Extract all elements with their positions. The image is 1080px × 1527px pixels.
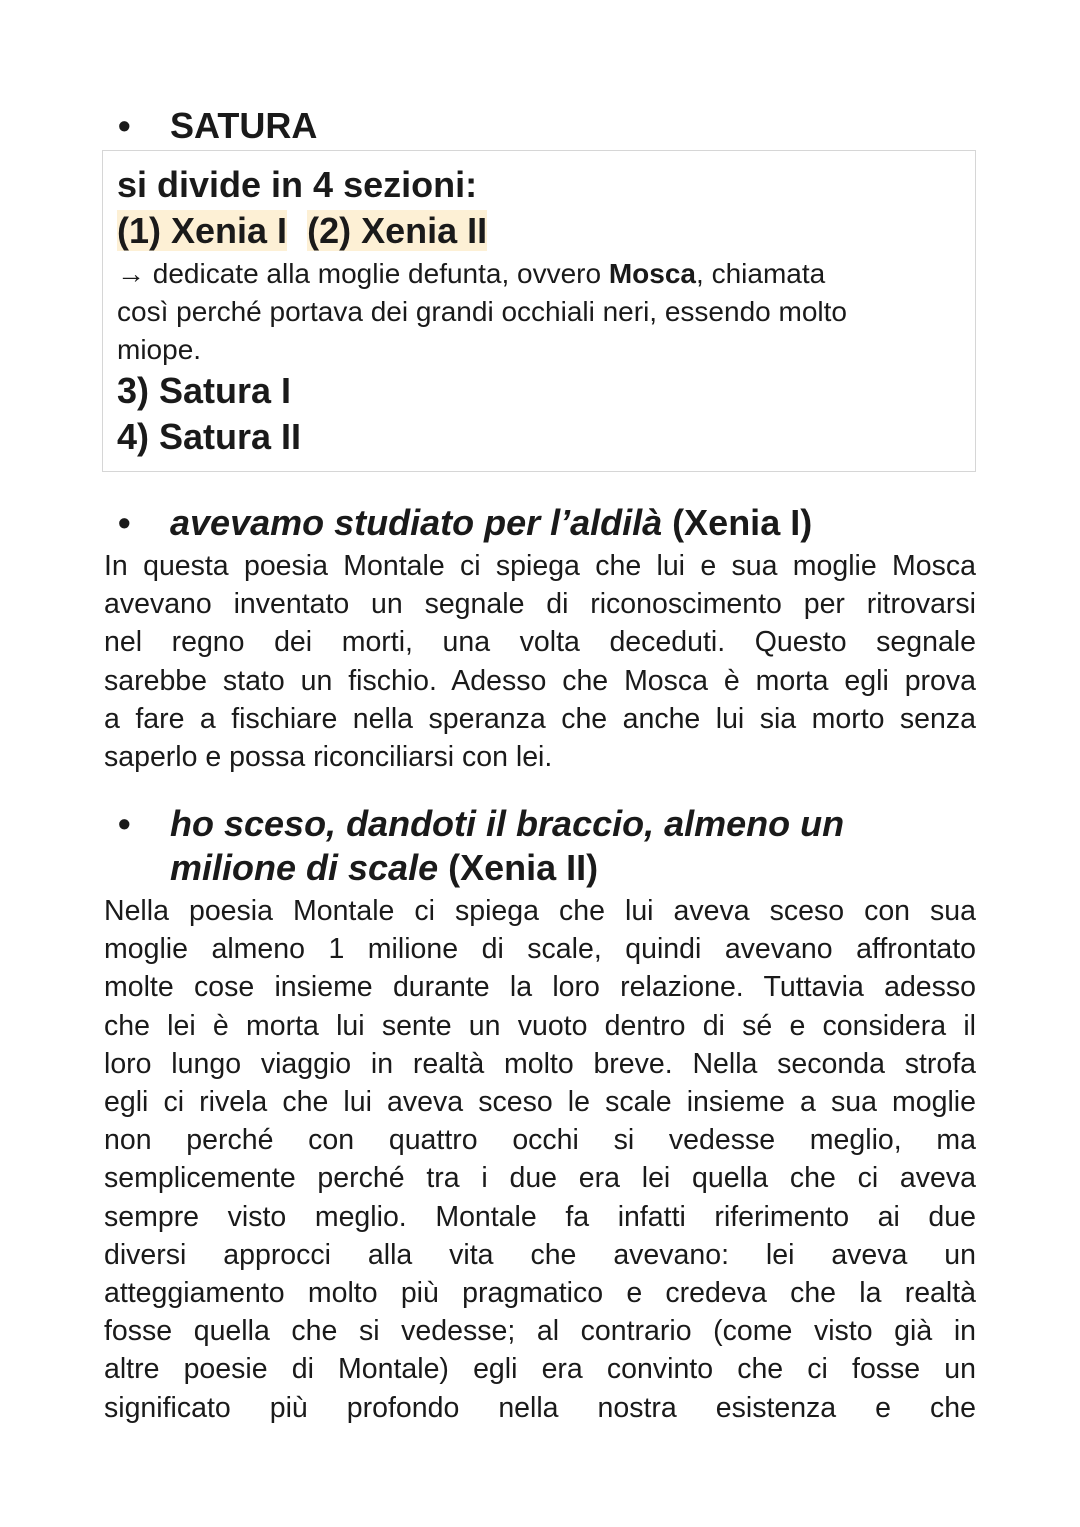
bullet-icon: • (118, 105, 131, 146)
paragraph-line: Nella poesia Montale ci spiega che lui aveva sceso con sua (104, 895, 976, 927)
xenia-2-label: (2) Xenia II (307, 210, 488, 251)
bullet-icon: • (118, 803, 131, 844)
poem-source: (Xenia I) (662, 502, 813, 543)
paragraph-line: a fare a fischiare nella speranza che anche lui sia morto senza (104, 702, 976, 735)
paragraph-aldila (104, 547, 976, 776)
sections-box (102, 150, 976, 472)
bullet-icon: • (118, 502, 131, 543)
poem-source: (Xenia II) (438, 847, 599, 888)
box-desc-line-2: così perché portava dei grandi occhiali neri, essendo molto (117, 296, 847, 327)
poem-title: avevamo studiato per l’aldilà (170, 502, 663, 543)
paragraph-line: altre poesie di Montale) egli era convinto che ci fosse un (104, 1353, 976, 1386)
xenia-1-label: (1) Xenia I (117, 210, 288, 251)
section-title (170, 501, 812, 545)
paragraph-line: avevano inventato un segnale di riconoscimento per ritrovarsi (104, 588, 976, 621)
paragraph-line: che lei è morta lui sente un vuoto dentro di sé e considera il (104, 1009, 976, 1042)
paragraph-line: atteggiamento molto più pragmatico e credeva che la realtà (104, 1277, 976, 1310)
section-title-line-2 (170, 846, 598, 890)
box-desc-line-1 (117, 255, 825, 293)
paragraph-scale (104, 892, 976, 1427)
paragraph-line: fosse quella che si vedesse; al contrario (come visto già in (104, 1315, 976, 1348)
section-title: SATURA (170, 105, 318, 146)
box-intro: si divide in 4 sezioni: (117, 164, 478, 205)
desc-prefix: → dedicate alla moglie defunta, ovvero (117, 258, 609, 289)
paragraph-line: significato più profondo nella nostra esistenza e che (104, 1391, 976, 1424)
paragraph-line: nel regno dei morti, una volta deceduti. Questo segnale (104, 626, 976, 659)
paragraph-line: moglie almeno 1 milione di scale, quindi avevano affrontato (104, 933, 976, 966)
paragraph-line: sempre visto meglio. Montale fa infatti riferimento ai due (104, 1200, 976, 1233)
box-desc-line-3: miope. (117, 334, 202, 365)
paragraph-line: molte cose insieme durante la loro relazione. Tuttavia adesso (104, 971, 976, 1004)
mosca-name: Mosca (608, 258, 697, 289)
paragraph-line: diversi approcci alla vita che avevano: lei aveva un (104, 1238, 976, 1271)
desc-suffix: , chiamata (696, 258, 826, 289)
satura-2-label: 4) Satura II (117, 416, 302, 457)
poem-title-cont: milione di scale (170, 847, 439, 888)
paragraph-line: egli ci rivela che lui aveva sceso le scale insieme a sua moglie (104, 1086, 976, 1119)
box-xenia-line (117, 209, 487, 253)
paragraph-line: sarebbe stato un fischio. Adesso che Mosca è morta egli prova (104, 664, 976, 697)
paragraph-line: semplicemente perché tra i due era lei quella che ci aveva (104, 1162, 976, 1195)
paragraph-line: non perché con quattro occhi si vedesse meglio, ma (104, 1124, 976, 1157)
paragraph-line: saperlo e possa riconciliarsi con lei. (104, 741, 553, 774)
satura-1-label: 3) Satura I (117, 370, 292, 411)
paragraph-line: In questa poesia Montale ci spiega che lui e sua moglie Mosca (104, 550, 976, 582)
paragraph-line: loro lungo viaggio in realtà molto breve. Nella seconda strofa (104, 1047, 976, 1080)
section-title-line-1: ho sceso, dandoti il braccio, almeno un (170, 803, 845, 844)
